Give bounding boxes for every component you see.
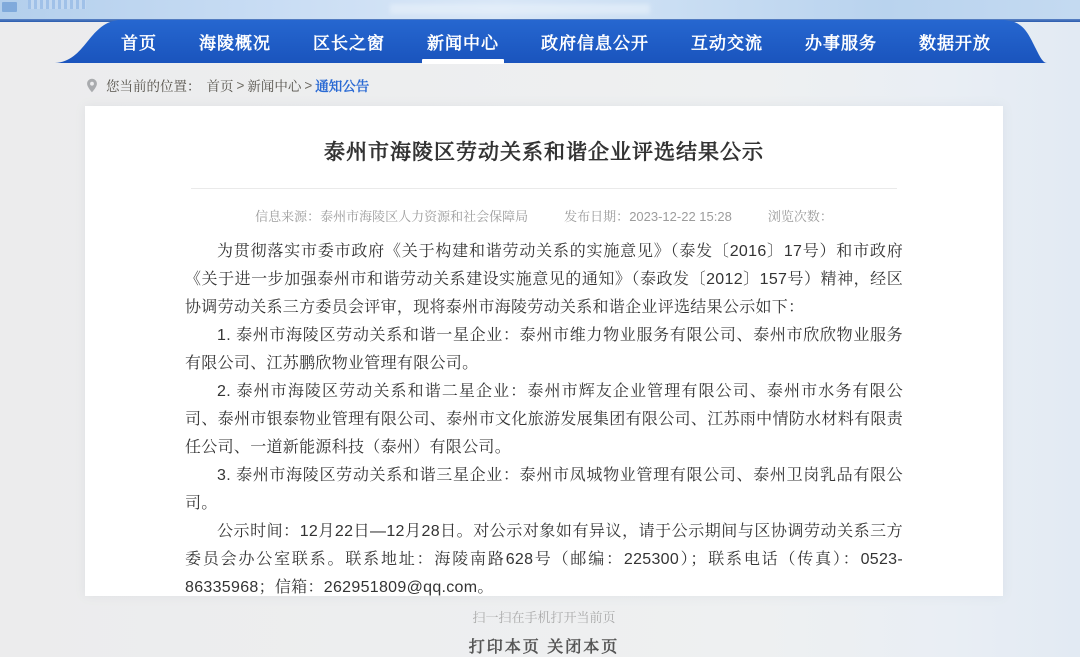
paragraph-two-star: 2. 泰州市海陵区劳动关系和谐二星企业：泰州市辉友企业管理有限公司、泰州市水务有限公司、泰州市银泰物业管理有限公司、泰州市文化旅游发展集团有限公司、江苏雨中情防水材料有限责任公司、一道新能源科技（泰州）有限公司。 <box>185 383 903 456</box>
article-body <box>185 238 903 602</box>
breadcrumb-separator: > <box>236 77 245 93</box>
meta-date-label: 发布日期： <box>564 209 630 224</box>
nav-item-open-data[interactable]: 数据开放 <box>919 34 991 53</box>
title-divider <box>191 188 897 189</box>
paragraph-one-star: 1. 泰州市海陵区劳动关系和谐一星企业：泰州市维力物业服务有限公司、泰州市欣欣物业服务有限公司、江苏鹏欣物业管理有限公司。 <box>185 327 903 372</box>
main-nav <box>0 19 1080 64</box>
page-title: 泰州市海陵区劳动关系和谐企业评选结果公示 <box>324 141 764 164</box>
article-card <box>85 106 1003 656</box>
breadcrumb-news[interactable]: 新闻中心 <box>247 79 302 94</box>
breadcrumb-notices[interactable]: 通知公告 <box>315 79 370 94</box>
location-pin-icon <box>86 78 98 93</box>
breadcrumb-home[interactable]: 首页 <box>206 79 234 94</box>
meta-source-value: 泰州市海陵区人力资源和社会保障局 <box>320 209 529 224</box>
meta-date <box>564 206 732 225</box>
meta-source <box>255 206 528 225</box>
nav-item-interaction[interactable]: 互动交流 <box>691 34 763 53</box>
meta-views-label: 浏览次数： <box>767 209 833 224</box>
banner-blur-mark <box>28 0 86 9</box>
paragraph-intro: 为贯彻落实市委市政府《关于构建和谐劳动关系的实施意见》（泰发〔2016〕17号）和市政府《关于进一步加强泰州市和谐劳动关系建设实施意见的通知》（泰政发〔2012〕157号）精神，经区协调劳动关系三方委员会评审，现将泰州市海陵劳动关系和谐企业评选结果公示如下： <box>185 243 903 316</box>
nav-item-gov-info[interactable]: 政府信息公开 <box>541 34 649 53</box>
meta-source-label: 信息来源： <box>255 209 321 224</box>
article-meta <box>185 206 903 225</box>
nav-item-home[interactable]: 首页 <box>121 34 157 53</box>
nav-item-services[interactable]: 办事服务 <box>805 34 877 53</box>
breadcrumb-separator: > <box>304 77 313 93</box>
meta-views <box>768 206 833 225</box>
banner-blur-mark <box>2 2 17 12</box>
top-banner-image <box>0 0 1080 19</box>
breadcrumb-prefix: 您当前的位置： <box>106 79 201 94</box>
clipped-footer-actions[interactable]: 打印本页 关闭本页 <box>468 639 620 656</box>
breadcrumb <box>0 64 1080 106</box>
nav-item-mayor[interactable]: 区长之窗 <box>313 34 385 53</box>
nav-item-overview[interactable]: 海陵概况 <box>199 34 271 53</box>
nav-items <box>100 19 1012 64</box>
paragraph-contact: 公示时间：12月22日—12月28日。对公示对象如有异议，请于公示期间与区协调劳动关系三方委员会办公室联系。联系地址：海陵南路628号（邮编：225300）；联系电话（传真）：0523-86335968；信箱：262951809@qq.com。 <box>185 523 903 596</box>
qr-scan-hint: 扫一扫在手机打开当前页 <box>472 610 616 625</box>
nav-item-news-active[interactable]: 新闻中心 <box>406 19 520 64</box>
paragraph-three-star: 3. 泰州市海陵区劳动关系和谐三星企业：泰州市凤城物业管理有限公司、泰州卫岗乳品有限公司。 <box>185 467 903 512</box>
banner-blur-mark <box>390 4 650 14</box>
meta-date-value: 2023-12-22 15:28 <box>629 209 732 224</box>
